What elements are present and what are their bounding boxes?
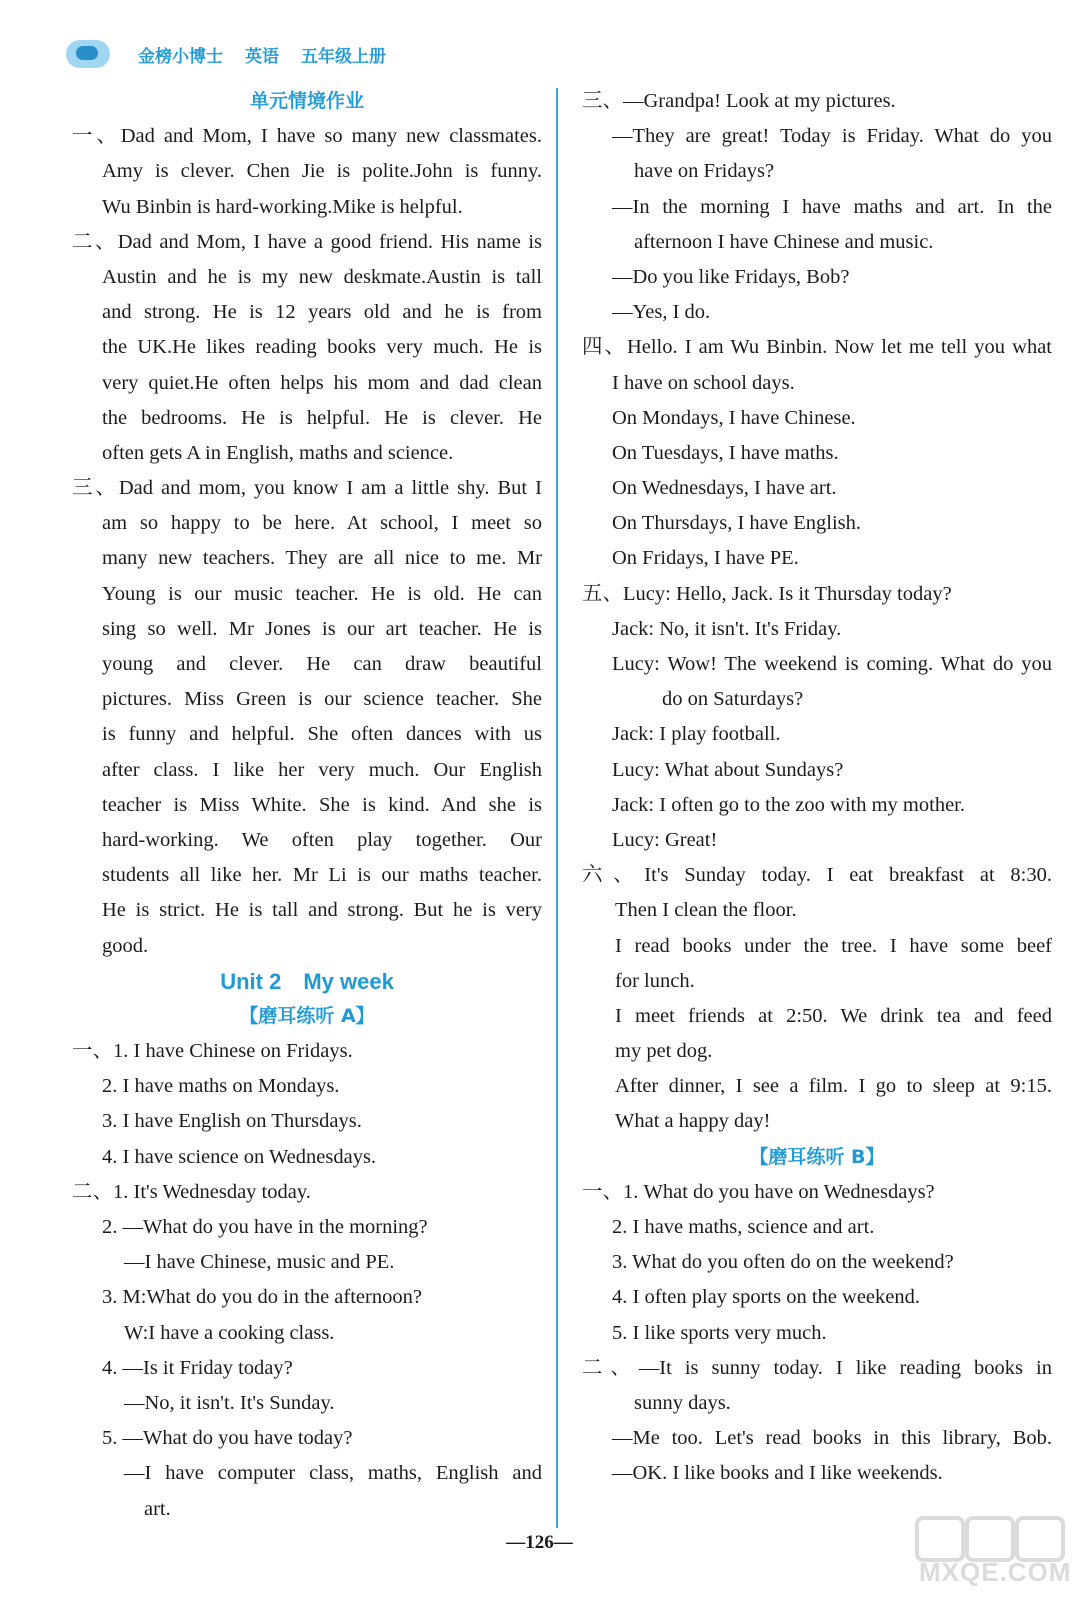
text-line: often gets A in English, maths and science. (102, 441, 454, 464)
text-line: Lucy: Wow! The weekend is coming. What do you (612, 653, 1052, 675)
section-heading: 【磨耳练听 B】 (749, 1145, 885, 1168)
text-line: —Do you like Fridays, Bob? (612, 265, 850, 288)
text-line: hard-working. We often play together. Our (102, 828, 542, 851)
text-line: 4. I have science on Wednesdays. (102, 1145, 377, 1168)
text-line: have on Fridays? (634, 160, 775, 183)
text-line: On Fridays, I have PE. (612, 547, 799, 570)
text-line: 四、Hello. I am Wu Binbin. Now let me tell you what (582, 336, 1052, 359)
section-heading: 【磨耳练听 A】 (239, 1004, 375, 1027)
text-line: 六、It's Sunday today. I eat breakfast at 8:30. (582, 864, 1052, 887)
watermark-text: MXQE.COM (919, 1557, 1072, 1587)
text-line: I have on school days. (612, 371, 795, 394)
text-line: 4. —Is it Friday today? (102, 1356, 293, 1379)
text-line: Amy is clever. Chen Jie is polite.John is funny. (102, 160, 542, 183)
text-line: young and clever. He can draw beautiful (102, 653, 542, 675)
text-line: On Mondays, I have Chinese. (612, 406, 856, 429)
text-line: 一、Dad and Mom, I have so many new classmates. (72, 125, 542, 148)
text-line: very quiet.He often helps his mom and dad clean (102, 371, 542, 394)
text-line: sunny days. (634, 1391, 731, 1414)
text-line: do on Saturdays? (662, 688, 804, 711)
text-line: 三、—Grandpa! Look at my pictures. (582, 90, 896, 112)
text-line: students all like her. Mr Li is our maths teacher. (102, 864, 542, 887)
text-line: 3. What do you often do on the weekend? (612, 1251, 954, 1274)
text-line: Wu Binbin is hard-working.Mike is helpful. (102, 195, 463, 218)
text-line: art. (144, 1497, 171, 1520)
text-line: 2. I have maths, science and art. (612, 1216, 875, 1238)
text-line: Austin and he is my new deskmate.Austin is tall (102, 265, 542, 288)
subject-title: 英语 (245, 46, 279, 66)
text-line: —I have computer class, maths, English and (124, 1462, 542, 1485)
text-line: —Yes, I do. (612, 301, 711, 324)
text-line: —I have Chinese, music and PE. (124, 1251, 395, 1274)
text-line: the UK.He likes reading books very much. He is (102, 336, 542, 359)
text-line: —No, it isn't. It's Sunday. (124, 1391, 335, 1414)
column-divider (556, 88, 558, 1528)
text-line: He is strict. He is tall and strong. But he is very (102, 899, 542, 922)
watermark-glyph-icon (1015, 1516, 1065, 1562)
text-line: Lucy: What about Sundays? (612, 758, 844, 781)
watermark-logo (911, 1514, 1072, 1588)
text-line: —They are great! Today is Friday. What do you (612, 125, 1052, 148)
text-line: On Tuesdays, I have maths. (612, 441, 839, 464)
text-line: After dinner, I see a film. I go to sleep at 9:15. (615, 1075, 1052, 1098)
text-line: 三、Dad and mom, you know I am a little shy. But I (72, 477, 542, 500)
text-line: 3. I have English on Thursdays. (102, 1110, 362, 1133)
text-line: the bedrooms. He is helpful. He is clever. He (102, 406, 542, 429)
text-line: for lunch. (615, 969, 695, 992)
text-line: 4. I often play sports on the weekend. (612, 1286, 920, 1309)
text-line: —Me too. Let's read books in this library, Bob. (612, 1427, 1052, 1450)
text-line: 二、1. It's Wednesday today. (72, 1180, 311, 1203)
text-line: On Thursdays, I have English. (612, 512, 862, 535)
text-line: 2. —What do you have in the morning? (102, 1216, 428, 1238)
series-title: 金榜小博士 (138, 46, 223, 66)
text-line: 5. —What do you have today? (102, 1427, 353, 1450)
text-line: Young is our music teacher. He is old. He can (102, 582, 542, 605)
text-line: I read books under the tree. I have some beef (615, 934, 1052, 957)
text-line: sing so well. Mr Jones is our art teacher. He is (102, 617, 542, 640)
text-line: W:I have a cooking class. (124, 1321, 335, 1344)
text-line: 二、Dad and Mom, I have a good friend. His name is (72, 230, 542, 253)
text-line: and strong. He is 12 years old and he is from (102, 301, 542, 324)
text-line: Jack: I often go to the zoo with my mother. (612, 793, 965, 816)
section-heading: 单元情境作业 (249, 90, 364, 112)
text-line: On Wednesdays, I have art. (612, 477, 837, 500)
text-line: my pet dog. (615, 1040, 713, 1063)
text-line: teacher is Miss White. She is kind. And she is (102, 793, 542, 816)
text-line: afternoon I have Chinese and music. (634, 230, 934, 253)
text-line: 3. M:What do you do in the afternoon? (102, 1286, 422, 1309)
text-line: am so happy to be here. At school, I meet so (102, 512, 542, 535)
grade-title: 五年级上册 (301, 46, 386, 66)
text-line: good. (102, 934, 149, 957)
text-line: Jack: No, it isn't. It's Friday. (612, 617, 842, 640)
text-line: is funny and helpful. She often dances with us (102, 723, 542, 746)
text-line: What a happy day! (615, 1110, 771, 1133)
text-line: 一、1. I have Chinese on Fridays. (72, 1040, 353, 1063)
text-line: I meet friends at 2:50. We drink tea and feed (615, 1004, 1052, 1027)
left-column (72, 84, 542, 1527)
page-header (66, 36, 408, 72)
watermark-glyph-icon (915, 1516, 965, 1562)
text-line: 5. I like sports very much. (612, 1321, 827, 1344)
right-column (582, 84, 1052, 1492)
text-line: —In the morning I have maths and art. In the (612, 195, 1052, 218)
text-line: 二、—It is sunny today. I like reading books in (582, 1356, 1052, 1379)
text-line: 一、1. What do you have on Wednesdays? (582, 1180, 935, 1203)
watermark-glyph-icon (965, 1516, 1015, 1562)
text-line: Then I clean the floor. (615, 899, 797, 922)
brand-logo-icon (66, 40, 110, 68)
text-line: —OK. I like books and I like weekends. (612, 1462, 943, 1485)
text-line: Jack: I play football. (612, 723, 781, 746)
text-line: pictures. Miss Green is our science teacher. She (102, 688, 542, 711)
text-line: many new teachers. They are all nice to me. Mr (102, 547, 542, 570)
text-line: Lucy: Great! (612, 828, 718, 851)
page-number: —126— (506, 1532, 573, 1553)
text-line: 2. I have maths on Mondays. (102, 1075, 340, 1098)
section-heading: Unit 2 My week (220, 968, 394, 994)
text-line: 五、Lucy: Hello, Jack. Is it Thursday today? (582, 582, 952, 605)
text-line: after class. I like her very much. Our English (102, 758, 542, 781)
